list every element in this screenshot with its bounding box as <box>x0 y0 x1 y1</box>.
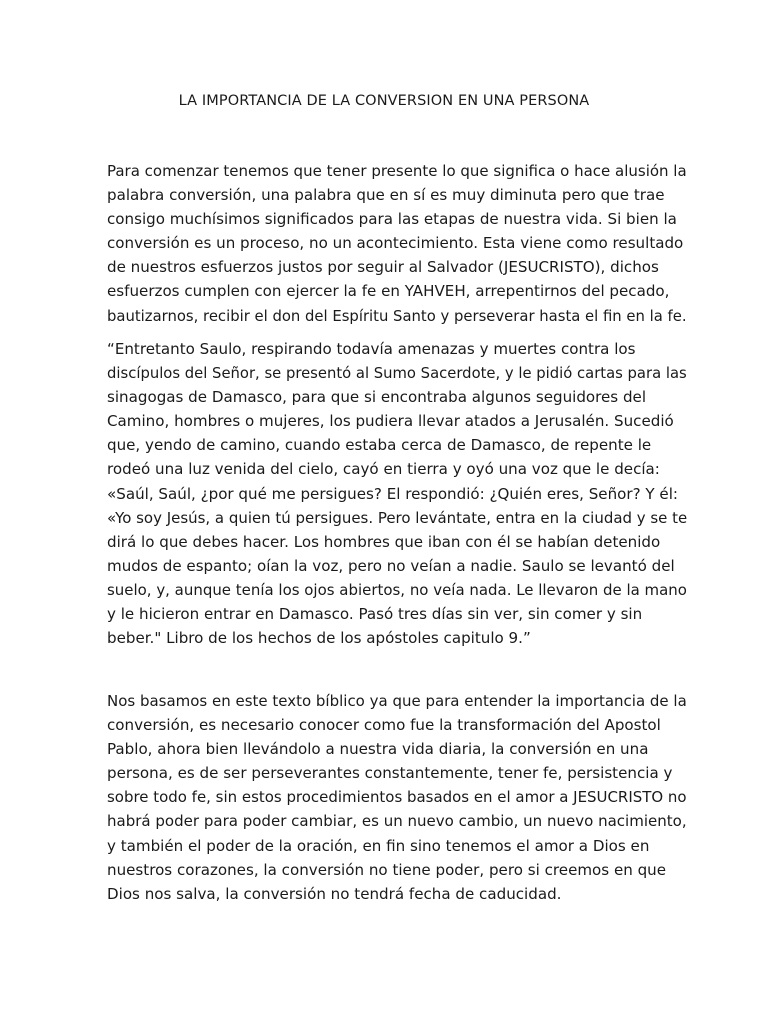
text-line: palabra conversión, una palabra que en sí es muy diminuta pero que trae <box>107 186 665 205</box>
text-line: de nuestros esfuerzos justos por seguir al Salvador (JESUCRISTO), dichos <box>107 258 659 277</box>
text-line: mudos de espanto; oían la voz, pero no veían a nadie. Saulo se levantó del <box>107 556 675 575</box>
text-line: «Saúl, Saúl, ¿por qué me persigues? El respondió: ¿Quién eres, Señor? Y él: <box>107 484 678 503</box>
text-line: Nos basamos en este texto bíblico ya que para entender la importancia de la <box>107 692 687 710</box>
text-line: suelo, y, aunque tenía los ojos abiertos, no veía nada. Le llevaron de la mano <box>107 580 687 599</box>
text-line: nuestros corazones, la conversión no tiene poder, pero si creemos en que <box>107 860 667 879</box>
text-line: conversión, es necesario conocer como fue la transformación del Apostol <box>107 716 661 735</box>
text-line: rodeó una luz venida del cielo, cayó en tierra y oyó una voz que le decía: <box>107 460 660 479</box>
paragraph-conclusion <box>107 689 687 906</box>
text-line: consigo muchísimos significados para las etapas de nuestra vida. Si bien la <box>107 210 677 229</box>
text-line: sobre todo fe, sin estos procedimientos basados en el amor a JESUCRISTO no <box>107 788 687 807</box>
text-line: «Yo soy Jesús, a quien tú persigues. Pero levántate, entra en la ciudad y se te <box>107 508 688 527</box>
text-line: Camino, hombres o mujeres, los pudiera llevar atados a Jerusalén. Sucedió <box>107 412 674 431</box>
text-line: y también el poder de la oración, en fin sino tenemos el amor a Dios en <box>107 836 650 855</box>
text-line: conversión es un proceso, no un acontecimiento. Esta viene como resultado <box>107 234 684 253</box>
text-line: “Entretanto Saulo, respirando todavía amenazas y muertes contra los <box>107 340 636 358</box>
text-line: esfuerzos cumplen con ejercer la fe en YAHVEH, arrepentirnos del pecado, <box>107 282 670 301</box>
text-line: Para comenzar tenemos que tener presente lo que significa o hace alusión la <box>107 162 687 180</box>
text-line: sinagogas de Damasco, para que si encontraba algunos seguidores del <box>107 388 647 407</box>
document-title: LA IMPORTANCIA DE LA CONVERSION EN UNA PERSONA <box>178 93 590 109</box>
text-line: Pablo, ahora bien llevándolo a nuestra vida diaria, la conversión en una <box>107 740 649 759</box>
paragraph-bible-quote <box>107 337 687 650</box>
text-line: dirá lo que debes hacer. Los hombres que iban con él se habían detenido <box>107 532 661 551</box>
text-line: que, yendo de camino, cuando estaba cerca de Damasco, de repente le <box>107 436 652 455</box>
text-line: y le hicieron entrar en Damasco. Pasó tres días sin ver, sin comer y sin <box>107 605 643 624</box>
text-line: habrá poder para poder cambiar, es un nuevo cambio, un nuevo nacimiento, <box>107 812 687 831</box>
text-line: beber." Libro de los hechos de los apóstoles capitulo 9.” <box>107 629 531 648</box>
text-line: persona, es de ser perseverantes constantemente, tener fe, persistencia y <box>107 764 673 783</box>
paragraph-introduction <box>107 159 687 328</box>
text-line: bautizarnos, recibir el don del Espíritu Santo y perseverar hasta el fin en la fe. <box>107 306 687 325</box>
text-line: discípulos del Señor, se presentó al Sumo Sacerdote, y le pidió cartas para las <box>107 364 687 383</box>
text-line: Dios nos salva, la conversión no tendrá fecha de caducidad. <box>107 884 562 903</box>
